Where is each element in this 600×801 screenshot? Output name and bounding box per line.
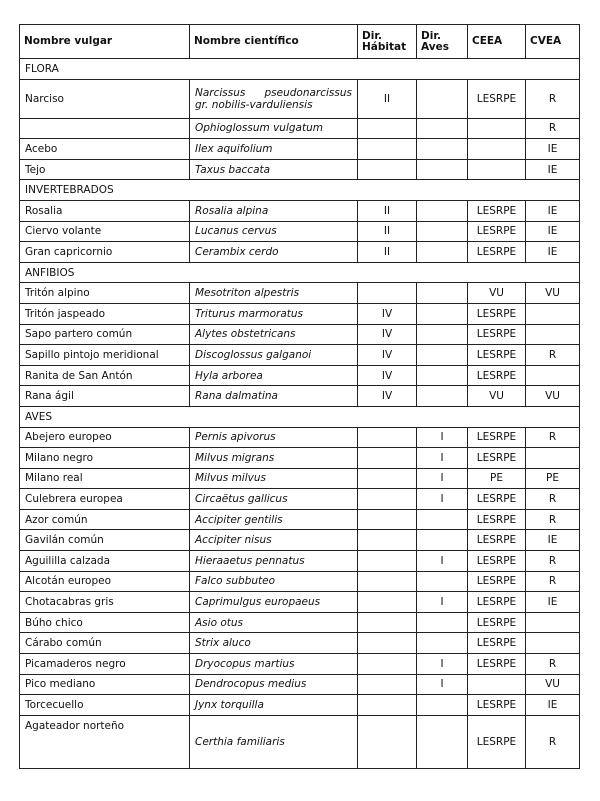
table-row <box>20 324 580 345</box>
dir-habitat-cell <box>358 448 417 469</box>
section-row <box>20 180 580 201</box>
dir-aves-cell <box>417 118 468 139</box>
scientific-name-cell: Circaëtus gallicus <box>190 489 358 510</box>
dir-aves-cell <box>417 221 468 242</box>
dir-habitat-cell: II <box>358 79 417 118</box>
common-name-cell: Sapillo pintojo meridional <box>20 345 190 366</box>
dir-habitat-cell: IV <box>358 324 417 345</box>
table-row <box>20 221 580 242</box>
cvea-cell: R <box>526 489 580 510</box>
table-row <box>20 530 580 551</box>
scientific-name-cell: Discoglossus galganoi <box>190 345 358 366</box>
dir-habitat-cell <box>358 468 417 489</box>
common-name-cell: Milano real <box>20 468 190 489</box>
scientific-name-cell: Milvus migrans <box>190 448 358 469</box>
dir-aves-cell <box>417 365 468 386</box>
scientific-name-cell: Lucanus cervus <box>190 221 358 242</box>
common-name-cell: Agateador norteño <box>20 715 190 768</box>
ceea-cell: LESRPE <box>468 530 526 551</box>
cvea-cell: IE <box>526 530 580 551</box>
ceea-cell: LESRPE <box>468 345 526 366</box>
section-heading: FLORA <box>20 59 580 80</box>
common-name-cell: Aguililla calzada <box>20 551 190 572</box>
cvea-cell: VU <box>526 386 580 407</box>
ceea-cell: LESRPE <box>468 654 526 675</box>
cvea-cell: R <box>526 345 580 366</box>
cvea-cell <box>526 303 580 324</box>
common-name-cell: Ciervo volante <box>20 221 190 242</box>
table-row <box>20 303 580 324</box>
dir-aves-cell <box>417 386 468 407</box>
common-name-cell: Rosalia <box>20 200 190 221</box>
cvea-cell: IE <box>526 200 580 221</box>
table-row <box>20 571 580 592</box>
ceea-cell: LESRPE <box>468 324 526 345</box>
ceea-cell: LESRPE <box>468 612 526 633</box>
ceea-cell: LESRPE <box>468 695 526 716</box>
table-row <box>20 489 580 510</box>
header-dir-habitat: Dir. Hábitat <box>358 25 417 59</box>
dir-habitat-cell <box>358 592 417 613</box>
dir-aves-cell <box>417 695 468 716</box>
dir-habitat-cell: II <box>358 221 417 242</box>
common-name-cell: Cárabo común <box>20 633 190 654</box>
ceea-cell: LESRPE <box>468 242 526 263</box>
dir-aves-cell: I <box>417 448 468 469</box>
common-name-cell: Tritón jaspeado <box>20 303 190 324</box>
header-common-name: Nombre vulgar <box>20 25 190 59</box>
cvea-cell: IE <box>526 242 580 263</box>
common-name-cell: Sapo partero común <box>20 324 190 345</box>
table-row <box>20 633 580 654</box>
dir-habitat-cell: II <box>358 242 417 263</box>
table-row <box>20 509 580 530</box>
dir-habitat-cell <box>358 654 417 675</box>
dir-aves-cell: I <box>417 592 468 613</box>
table-row <box>20 612 580 633</box>
scientific-name-cell: Rana dalmatina <box>190 386 358 407</box>
dir-aves-cell <box>417 324 468 345</box>
ceea-cell: LESRPE <box>468 221 526 242</box>
cvea-cell: VU <box>526 283 580 304</box>
dir-habitat-cell: IV <box>358 386 417 407</box>
cvea-cell <box>526 324 580 345</box>
dir-aves-cell <box>417 345 468 366</box>
dir-aves-cell <box>417 200 468 221</box>
section-heading: AVES <box>20 406 580 427</box>
dir-habitat-cell <box>358 695 417 716</box>
cvea-cell: IE <box>526 221 580 242</box>
dir-aves-cell <box>417 139 468 160</box>
ceea-cell <box>468 674 526 695</box>
dir-aves-cell <box>417 303 468 324</box>
common-name-cell: Milano negro <box>20 448 190 469</box>
dir-habitat-cell <box>358 551 417 572</box>
table-row <box>20 345 580 366</box>
scientific-name-cell: Pernis apivorus <box>190 427 358 448</box>
table-row <box>20 386 580 407</box>
common-name-cell: Chotacabras gris <box>20 592 190 613</box>
common-name-cell: Alcotán europeo <box>20 571 190 592</box>
ceea-cell: LESRPE <box>468 200 526 221</box>
table-row <box>20 242 580 263</box>
dir-habitat-cell: IV <box>358 303 417 324</box>
dir-aves-cell: I <box>417 489 468 510</box>
dir-aves-cell <box>417 612 468 633</box>
cvea-cell <box>526 365 580 386</box>
common-name-cell: Tritón alpino <box>20 283 190 304</box>
common-name-cell: Picamaderos negro <box>20 654 190 675</box>
scientific-name-cell: Jynx torquilla <box>190 695 358 716</box>
dir-habitat-cell <box>358 674 417 695</box>
common-name-cell: Azor común <box>20 509 190 530</box>
cvea-cell: R <box>526 79 580 118</box>
cvea-cell: IE <box>526 592 580 613</box>
scientific-name-cell: Accipiter nisus <box>190 530 358 551</box>
cvea-cell <box>526 448 580 469</box>
ceea-cell: LESRPE <box>468 448 526 469</box>
dir-aves-cell: I <box>417 468 468 489</box>
scientific-name-cell: Hyla arborea <box>190 365 358 386</box>
dir-habitat-cell <box>358 571 417 592</box>
scientific-name-cell: Cerambix cerdo <box>190 242 358 263</box>
table-header-row <box>20 25 580 59</box>
dir-habitat-cell <box>358 612 417 633</box>
dir-aves-cell: I <box>417 551 468 572</box>
common-name-cell <box>20 118 190 139</box>
table-row <box>20 427 580 448</box>
table-row <box>20 592 580 613</box>
dir-habitat-cell: IV <box>358 365 417 386</box>
scientific-name-cell: Rosalia alpina <box>190 200 358 221</box>
cvea-cell: R <box>526 571 580 592</box>
section-row <box>20 406 580 427</box>
cvea-cell: VU <box>526 674 580 695</box>
ceea-cell: LESRPE <box>468 551 526 572</box>
ceea-cell: LESRPE <box>468 365 526 386</box>
table-row <box>20 79 580 118</box>
scientific-name-cell: Strix aluco <box>190 633 358 654</box>
common-name-cell: Culebrera europea <box>20 489 190 510</box>
dir-habitat-cell <box>358 139 417 160</box>
cvea-cell: R <box>526 715 580 768</box>
dir-habitat-cell <box>358 509 417 530</box>
table-row <box>20 695 580 716</box>
scientific-name-cell: Dendrocopus medius <box>190 674 358 695</box>
cvea-cell: R <box>526 427 580 448</box>
common-name-cell: Abejero europeo <box>20 427 190 448</box>
table-row <box>20 159 580 180</box>
ceea-cell: LESRPE <box>468 571 526 592</box>
scientific-name-cell: Dryocopus martius <box>190 654 358 675</box>
ceea-cell <box>468 139 526 160</box>
scientific-name-cell: Mesotriton alpestris <box>190 283 358 304</box>
dir-aves-cell: I <box>417 674 468 695</box>
dir-aves-cell <box>417 571 468 592</box>
ceea-cell: LESRPE <box>468 715 526 768</box>
scientific-name-cell: Triturus marmoratus <box>190 303 358 324</box>
cvea-cell: IE <box>526 695 580 716</box>
dir-aves-cell <box>417 79 468 118</box>
common-name-cell: Gavilán común <box>20 530 190 551</box>
cvea-cell: R <box>526 551 580 572</box>
ceea-cell: LESRPE <box>468 633 526 654</box>
cvea-cell: IE <box>526 159 580 180</box>
ceea-cell: LESRPE <box>468 509 526 530</box>
section-row <box>20 59 580 80</box>
ceea-cell: LESRPE <box>468 427 526 448</box>
header-cvea: CVEA <box>526 25 580 59</box>
header-scientific-name: Nombre científico <box>190 25 358 59</box>
table-row <box>20 715 580 768</box>
dir-habitat-cell <box>358 530 417 551</box>
dir-aves-cell <box>417 159 468 180</box>
common-name-cell: Búho chico <box>20 612 190 633</box>
species-protection-table <box>19 24 580 769</box>
table-row <box>20 139 580 160</box>
scientific-name-cell: Accipiter gentilis <box>190 509 358 530</box>
scientific-name-cell: Hieraaetus pennatus <box>190 551 358 572</box>
dir-habitat-cell: IV <box>358 345 417 366</box>
scientific-name-cell: Ilex aquifolium <box>190 139 358 160</box>
ceea-cell: VU <box>468 283 526 304</box>
dir-habitat-cell <box>358 489 417 510</box>
dir-aves-cell <box>417 242 468 263</box>
common-name-cell: Gran capricornio <box>20 242 190 263</box>
ceea-cell: LESRPE <box>468 592 526 613</box>
scientific-name-cell: Taxus baccata <box>190 159 358 180</box>
common-name-cell: Pico mediano <box>20 674 190 695</box>
scientific-name-cell: Falco subbuteo <box>190 571 358 592</box>
dir-habitat-cell <box>358 283 417 304</box>
dir-habitat-cell: II <box>358 200 417 221</box>
common-name-cell: Acebo <box>20 139 190 160</box>
section-row <box>20 262 580 283</box>
ceea-cell: LESRPE <box>468 303 526 324</box>
table-row <box>20 654 580 675</box>
cvea-cell <box>526 612 580 633</box>
dir-aves-cell <box>417 283 468 304</box>
common-name-cell: Narciso <box>20 79 190 118</box>
dir-habitat-cell <box>358 159 417 180</box>
section-heading: ANFIBIOS <box>20 262 580 283</box>
table-row <box>20 448 580 469</box>
dir-habitat-cell <box>358 427 417 448</box>
cvea-cell: PE <box>526 468 580 489</box>
common-name-cell: Ranita de San Antón <box>20 365 190 386</box>
header-dir-aves: Dir. Aves <box>417 25 468 59</box>
ceea-cell <box>468 118 526 139</box>
common-name-cell: Torcecuello <box>20 695 190 716</box>
dir-aves-cell <box>417 509 468 530</box>
ceea-cell: PE <box>468 468 526 489</box>
scientific-name-cell: Alytes obstetricans <box>190 324 358 345</box>
dir-habitat-cell <box>358 118 417 139</box>
section-heading: INVERTEBRADOS <box>20 180 580 201</box>
dir-aves-cell <box>417 530 468 551</box>
table-row <box>20 118 580 139</box>
table-row <box>20 365 580 386</box>
common-name-cell: Tejo <box>20 159 190 180</box>
scientific-name-cell: Asio otus <box>190 612 358 633</box>
cvea-cell <box>526 633 580 654</box>
scientific-name-cell: Ophioglossum vulgatum <box>190 118 358 139</box>
ceea-cell: LESRPE <box>468 79 526 118</box>
dir-aves-cell <box>417 633 468 654</box>
scientific-name-cell: Certhia familiaris <box>190 715 358 768</box>
cvea-cell: R <box>526 118 580 139</box>
dir-aves-cell: I <box>417 654 468 675</box>
cvea-cell: R <box>526 654 580 675</box>
dir-aves-cell: I <box>417 427 468 448</box>
scientific-name-cell: Milvus milvus <box>190 468 358 489</box>
table-row <box>20 468 580 489</box>
table-row <box>20 551 580 572</box>
dir-habitat-cell <box>358 633 417 654</box>
dir-habitat-cell <box>358 715 417 768</box>
ceea-cell: VU <box>468 386 526 407</box>
table-row <box>20 200 580 221</box>
scientific-name-cell: Caprimulgus europaeus <box>190 592 358 613</box>
common-name-cell: Rana ágil <box>20 386 190 407</box>
cvea-cell: R <box>526 509 580 530</box>
ceea-cell: LESRPE <box>468 489 526 510</box>
table-row <box>20 283 580 304</box>
dir-aves-cell <box>417 715 468 768</box>
header-ceea: CEEA <box>468 25 526 59</box>
ceea-cell <box>468 159 526 180</box>
scientific-name-cell: Narcissus pseudonarcissus gr. nobilis-varduliensis <box>190 79 358 118</box>
table-row <box>20 674 580 695</box>
cvea-cell: IE <box>526 139 580 160</box>
